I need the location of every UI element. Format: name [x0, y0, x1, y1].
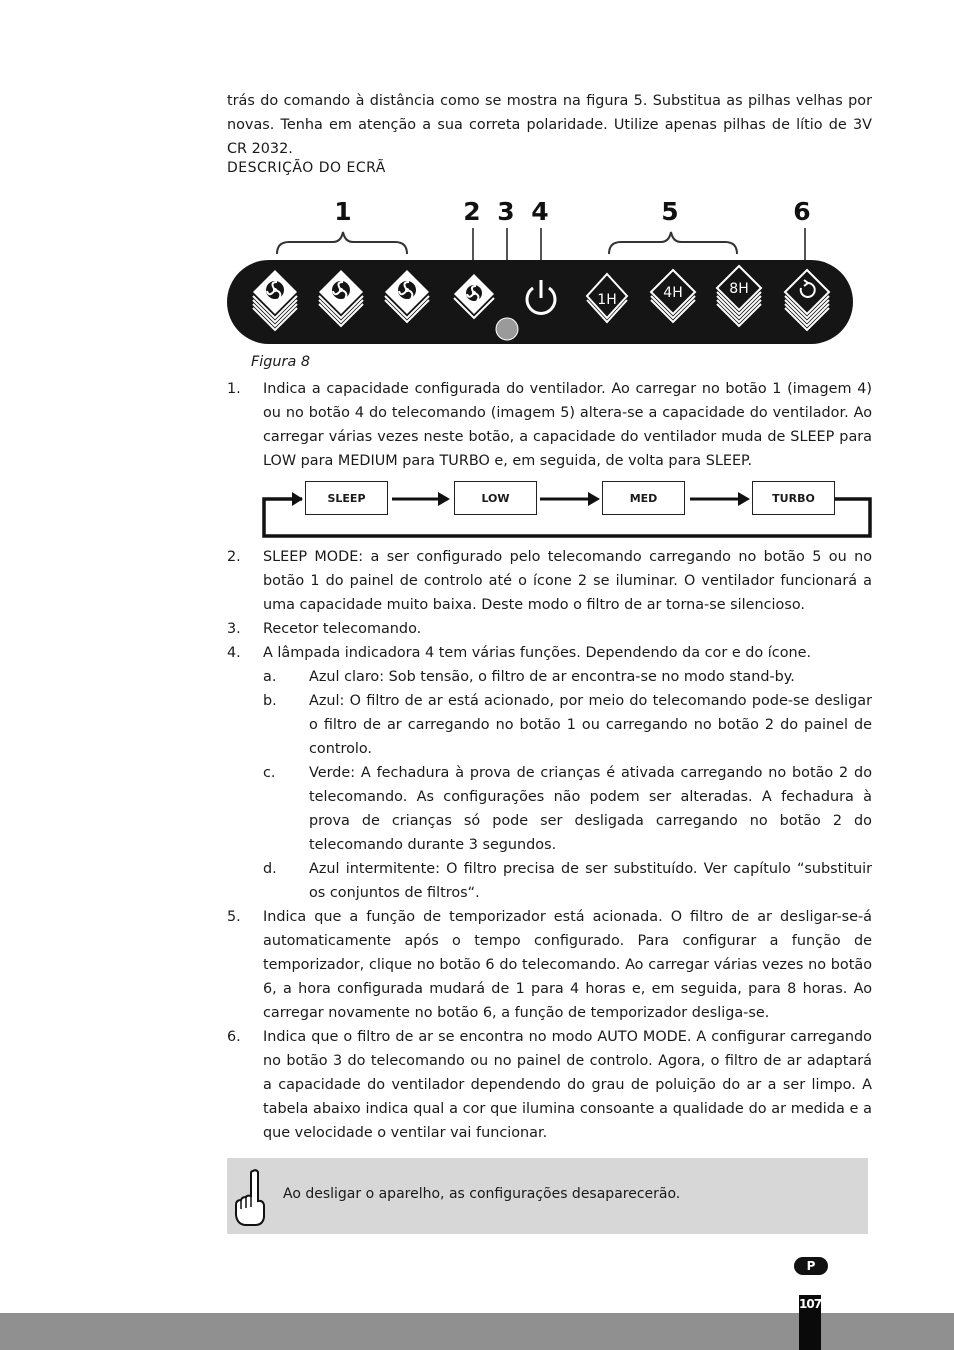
sub-list-letter: c.: [263, 765, 276, 781]
pointing-hand-icon: [233, 1167, 267, 1227]
note-text: Ao desligar o aparelho, as configurações desaparecerão.: [283, 1186, 681, 1202]
sub-list-text: Azul intermitente: O filtro precisa de ser substituído. Ver capítulo “substituir os conjuntos de filtros“.: [309, 861, 872, 901]
svg-text:8H: 8H: [729, 281, 749, 297]
list-text: A lâmpada indicadora 4 tem várias funções. Dependendo da cor e do ícone.: [263, 645, 812, 661]
figure-caption: Figura 8: [251, 354, 310, 370]
page-number-tab: [799, 1295, 821, 1350]
figure-number-5: 5: [661, 197, 679, 226]
list-text: SLEEP MODE: a ser configurado pelo telecomando carregando no botão 5 ou no botão 1 do painel de controlo até o ícone 2 se iluminar. O ventilador funcionará a uma capacidade muito baixa. Deste modo o filtro de ar torna-se silencioso.: [263, 549, 872, 613]
figure-number-1: 1: [334, 197, 352, 226]
sub-list-text: Azul claro: Sob tensão, o filtro de ar encontra-se no modo stand-by.: [309, 669, 795, 685]
flow-step-sleep: SLEEP: [305, 481, 388, 515]
figure-number-6: 6: [793, 197, 811, 226]
flow-step-turbo: TURBO: [752, 481, 835, 515]
sub-list-item: [263, 689, 872, 761]
list-text: Recetor telecomando.: [263, 621, 422, 637]
sub-list-letter: d.: [263, 861, 277, 877]
list-number: 4.: [227, 645, 241, 661]
brace-1: [277, 232, 407, 254]
figure-number-3: 3: [497, 197, 515, 226]
note-box: [227, 1158, 868, 1234]
list-number: 3.: [227, 621, 241, 637]
sub-list-item: [263, 857, 872, 905]
section-heading: DESCRIÇÃO DO ECRÃ: [227, 160, 386, 176]
sub-list-letter: a.: [263, 669, 277, 685]
brace-5: [609, 232, 737, 254]
remote-receiver-icon: [496, 318, 518, 340]
list-text: Indica que o filtro de ar se encontra no modo AUTO MODE. A configurar carregando no botão 3 do telecomando ou no painel de controlo. Agora, o filtro de ar adaptará a capacidade do ventilador dependendo do grau de poluição do ar a ser limpo. A tabela abaixo indica qual a cor que ilumina consoante a qualidade do ar medida e a que velocidade o ventilar vai funcionar.: [263, 1029, 872, 1141]
list-number: 1.: [227, 381, 241, 397]
list-item: [227, 617, 872, 641]
list-item: [227, 377, 872, 473]
sub-list-text: Verde: A fechadura à prova de crianças é ativada carregando no botão 2 do telecomando. As configurações não podem ser alteradas. A fechadura à prova de crianças só pode ser desligada carregando no botão 2 do telecomando durante 3 segundos.: [309, 765, 872, 853]
sub-list-text: Azul: O filtro de ar está acionado, por meio do telecomando pode-se desligar o filtro de ar carregando no botão 1 ou carregando no botão 2 do painel de controlo.: [309, 693, 872, 757]
list-number: 6.: [227, 1029, 241, 1045]
list-text: Indica a capacidade configurada do ventilador. Ao carregar no botão 1 (imagem 4) ou no botão 4 do telecomando (imagem 5) altera-se a capacidade do ventilador. Ao carregar várias vezes neste botão, a capacidade do ventilador muda de SLEEP para LOW para MEDIUM para TURBO e, em seguida, de volta para SLEEP.: [263, 381, 872, 469]
display-panel-figure: [227, 190, 857, 350]
page-number: 107: [799, 1297, 822, 1311]
list-text: Indica que a função de temporizador está acionada. O filtro de ar desligar-se-á automaticamente após o tempo configurado. Para configurar a função de temporizador, clique no botão 6 do telecomando. Ao carregar várias vezes no botão 6, a hora configurada mudará de 1 para 4 horas e, em seguida, para 8 horas. Ao carregar novamente no botão 6, a função de temporizador desliga-se.: [263, 909, 872, 1021]
svg-text:1H: 1H: [597, 292, 617, 308]
flow-step-med: MED: [602, 481, 685, 515]
sub-list-letter: b.: [263, 693, 277, 709]
list-item: [227, 545, 872, 617]
list-item: [227, 641, 872, 665]
figure-number-2: 2: [463, 197, 481, 226]
figure-number-4: 4: [531, 197, 549, 226]
list-item: [227, 905, 872, 1025]
intro-paragraph: trás do comando à distância como se mostra na figura 5. Substitua as pilhas velhas por novas. Tenha em atenção a sua correta polaridade. Utilize apenas pilhas de lítio de 3V CR 2032.: [227, 93, 872, 157]
sub-list-item: [263, 761, 872, 857]
list-number: 5.: [227, 909, 241, 925]
list-number: 2.: [227, 549, 241, 565]
language-badge: P: [794, 1257, 828, 1275]
arrow-icon: [292, 492, 303, 506]
list-item: [227, 1025, 872, 1145]
svg-text:4H: 4H: [663, 285, 683, 301]
flow-step-low: LOW: [454, 481, 537, 515]
sub-list-item: [263, 665, 872, 689]
